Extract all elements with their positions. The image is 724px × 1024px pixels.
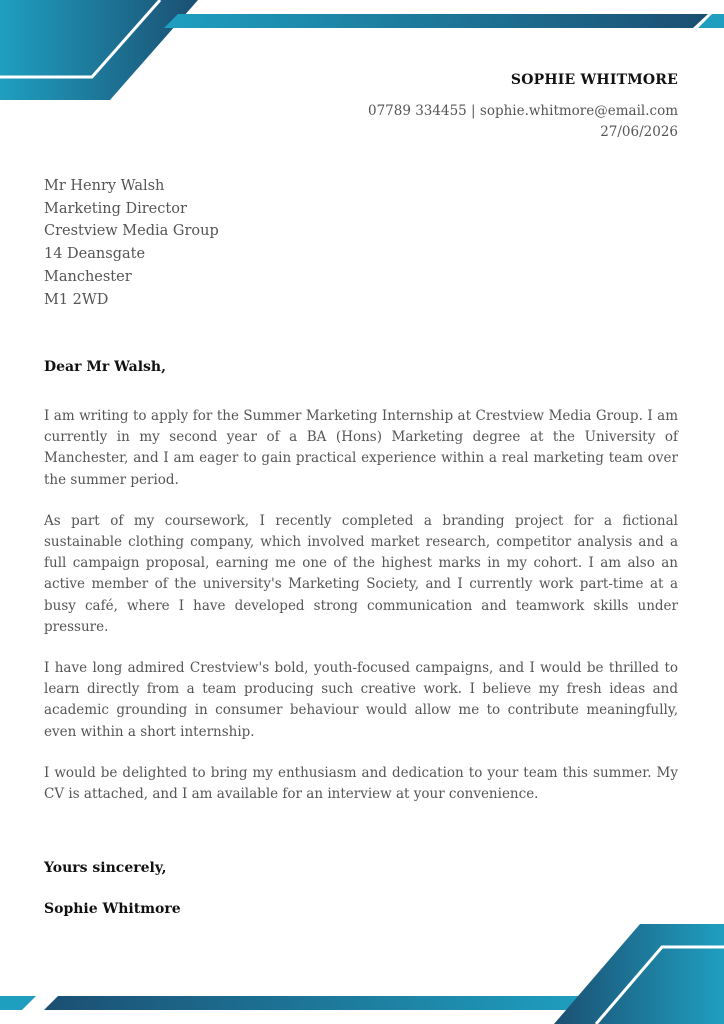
recipient-postcode: M1 2WD [44, 291, 109, 308]
bottom-stripe [44, 996, 590, 1010]
closing: Yours sincerely, [44, 860, 167, 876]
top-stripe [164, 14, 708, 28]
letter-body [44, 406, 678, 825]
top-left-corner-shape [0, 0, 198, 100]
recipient-address [44, 175, 219, 311]
body-paragraph: I am writing to apply for the Summer Marketing Internship at Crestview Media Group. I am currently in my second year of a BA (Hons) Marketing degree at the University of Manchester, and I am eager to gain practical experience within a real marketing team over the summer period. [44, 408, 678, 488]
salutation: Dear Mr Walsh, [44, 359, 166, 375]
recipient-title: Marketing Director [44, 200, 187, 217]
bottom-right-corner-shape [554, 924, 724, 1024]
sender-info [368, 70, 678, 143]
sender-name: SOPHIE WHITMORE [510, 72, 678, 88]
recipient-street: 14 Deansgate [44, 246, 146, 263]
recipient-city: Manchester [44, 268, 132, 285]
recipient-name: Mr Henry Walsh [44, 178, 165, 194]
body-paragraph: As part of my coursework, I recently completed a branding project for a fictional sustainable clothing company, which involved market research, competitor analysis and a full campaign proposal, earning me one of the highest marks in my cohort. I am also an active member of the university's Marketing Society, and I currently work part-time at a busy café, where I have developed strong communication and teamwork skills under pressure. [44, 512, 678, 635]
bottom-stripe-left [0, 996, 36, 1010]
sender-contact: 07789 334455 | sophie.whitmore@email.com [367, 103, 678, 119]
letter-date: 27/06/2026 [600, 124, 678, 140]
body-paragraph: I have long admired Crestview's bold, youth-focused campaigns, and I would be thrilled to learn directly from a team producing such creative work. I believe my fresh ideas and academic grounding in consumer behaviour would allow me to contribute meaningfully, even within a short internship. [44, 660, 678, 740]
body-paragraph: I would be delighted to bring my enthusiasm and dedication to your team this summer. My CV is attached, and I am available for an interview at your convenience. [44, 764, 678, 803]
signature-name: Sophie Whitmore [44, 901, 181, 917]
recipient-company: Crestview Media Group [44, 223, 219, 240]
top-stripe-tip [698, 14, 724, 28]
